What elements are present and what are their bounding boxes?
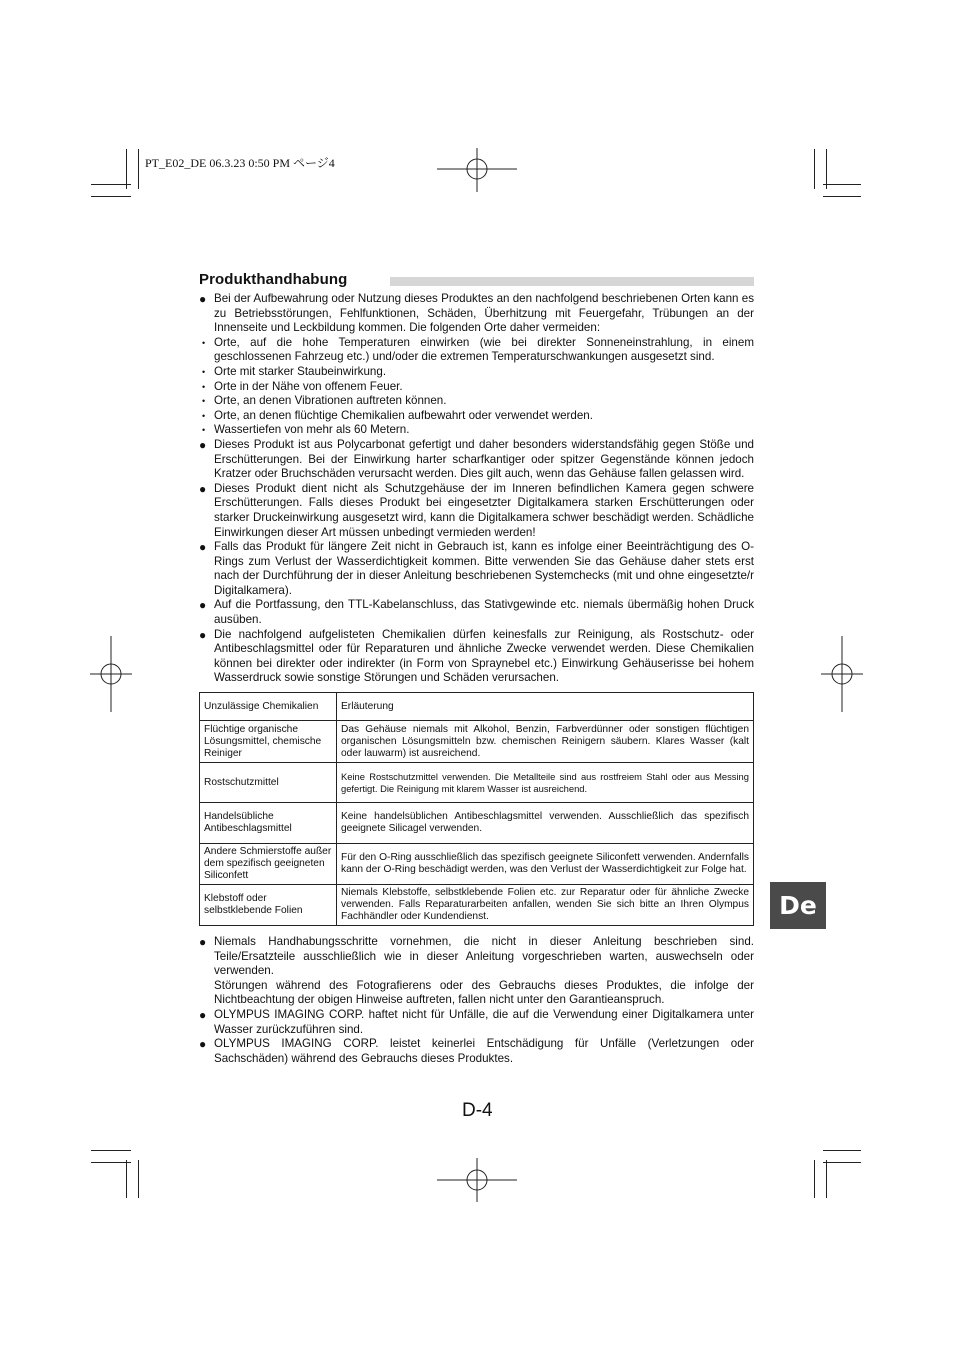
crop-mark <box>91 184 131 185</box>
crop-mark <box>138 1160 139 1198</box>
table-cell: Keine Rostschutzmittel verwenden. Die Metallteile sind aus rostfreiem Stahl oder aus Messing gefertigt. Die Reinigung mit klarem Wasser ist ausreichend. <box>337 763 754 803</box>
registration-mark-icon <box>437 148 517 192</box>
table-header: Erläuterung <box>337 693 754 721</box>
crop-mark <box>823 184 861 185</box>
crop-mark <box>826 1160 827 1198</box>
table-cell: Das Gehäuse niemals mit Alkohol, Benzin, Farbverdünner oder sonstigen flüchtigen organischen Lösungsmitteln bzw. chemischen Reinigern säubern. Klares Wasser (kalt oder lauwarm) ist ausreichend. <box>337 721 754 763</box>
list-item: ● Auf die Portfassung, den TTL-Kabelanschluss, das Stativgewinde etc. niemals übermäßig hohen Druck ausüben. <box>199 598 754 627</box>
crop-mark <box>814 149 815 189</box>
list-item: ● Dieses Produkt ist aus Polycarbonat gefertigt und daher besonders widerstandsfähig gegen Stöße und Erschütterungen. Bei der Einwirkung harter scharfkantiger oder spitzer Gegenstände können jedoch Kratzer oder Bruchschäden verursacht werden. Dies gilt auch, wenn das Gehäuse fallen gelassen wird. <box>199 437 754 481</box>
list-item: ● Dieses Produkt dient nicht als Schutzgehäuse der im Inneren befindlichen Kamera gegen schwere Erschütterungen. Falls dieses Produkt bei eingesetzter Digitalkamera starken Erschütterungen oder starker Druckeinwirkung ausgesetzt wird, kann die Digitalkamera schwer beschädigt werden. Schädliche Einwirkungen dieser Art müssen unbedingt vermieden werden! <box>199 481 754 539</box>
page-number: D-4 <box>462 1100 493 1121</box>
table-row <box>200 844 754 885</box>
list-item: • Orte, an denen flüchtige Chemikalien aufbewahrt oder verwendet werden. <box>202 408 593 422</box>
list-item-paragraph: Störungen während des Fotografierens oder des Gebrauchs dieses Produktes, die infolge der Nichtbeachtung der obigen Hinweise auftreten, fallen nicht unter den Garantieanspruch. <box>214 978 754 1007</box>
table-cell: Flüchtige organische Lösungsmittel, chemische Reiniger <box>200 721 337 763</box>
print-slug: PT_E02_DE 06.3.23 0:50 PM ページ4 <box>145 156 335 170</box>
list-item: • Orte in der Nähe von offenem Feuer. <box>202 379 403 393</box>
list-item: • Orte mit starker Staubeinwirkung. <box>202 364 387 378</box>
crop-mark <box>126 149 127 189</box>
crop-mark <box>91 1162 131 1163</box>
list-item: ● Die nachfolgend aufgelisteten Chemikalien dürfen keinesfalls zur Reinigung, als Rostschutz- oder Antibeschlagsmittel oder für Reparaturen und ähnliche Zwecke verwendet werden. Diese Chemikalien können bei direkter oder indirekter (in Form von Spraynebel etc.) Einwirkung Gehäuserisse bei hohem Wasserdruck sowie sonstige Störungen und Schäden verursachen. <box>199 627 754 685</box>
table-cell: Für den O-Ring ausschließlich das spezifisch geeignete Siliconfett verwenden. Andernfalls kann der O-Ring beschädigt werden, was den Verlust der Wasserdichtigkeit zur Folge hat. <box>337 844 754 885</box>
intro-list <box>199 292 754 686</box>
table-cell: Niemals Klebstoffe, selbstklebende Folien etc. zur Reparatur oder für ähnliche Zwecke verwenden. Falls Reparaturarbeiten anfallen, wenden Sie sich bitte an Ihren Olympus Fachhändler oder Kundendienst. <box>337 885 754 926</box>
table-cell: Klebstoff oder selbstklebende Folien <box>200 885 337 926</box>
registration-mark-icon <box>821 636 863 712</box>
crop-mark <box>814 1160 815 1198</box>
list-item: ● Niemals Handhabungsschritte vornehmen, die nicht in dieser Anleitung beschrieben sind. Teile/Ersatzteile ausschließlich wie in dieser Anleitung vorgeschrieben warten, auswechseln oder verwenden. <box>199 935 754 978</box>
table-cell: Andere Schmierstoffe außer dem spezifisch geeigneten Siliconfett <box>200 844 337 885</box>
registration-mark-icon <box>90 636 132 712</box>
crop-mark <box>91 196 131 197</box>
title-rule <box>390 277 754 286</box>
crop-mark <box>126 1160 127 1198</box>
crop-mark <box>826 149 827 189</box>
list-item: ● Bei der Aufbewahrung oder Nutzung dieses Produktes an den nachfolgend beschriebenen Orten kann es zu Betriebsstörungen, Fehlfunktionen, Schäden, Überhitzung mit Feuergefahr, Trübungen an der Innenseite und Leckbildung kommen. Die folgenden Orte daher vermeiden: <box>199 292 754 335</box>
list-item: • Wassertiefen von mehr als 60 Metern. <box>202 423 410 437</box>
list-item: ● OLYMPUS IMAGING CORP. leistet keinerlei Entschädigung für Unfälle (Verletzungen oder Sachschäden) während des Gebrauchs dieses Produktes. <box>199 1037 754 1065</box>
crop-mark <box>823 1150 861 1151</box>
table-row <box>200 803 754 844</box>
crop-mark <box>823 196 861 197</box>
list-item: ● Falls das Produkt für längere Zeit nicht in Gebrauch ist, kann es infolge einer Beeinträchtigung des O-Rings zum Verlust der Wasserdichtigkeit kommen. Bitte verwenden Sie das Gehäuse daher stets erst nach der Durchführung der in dieser Anleitung beschriebenen Systemchecks (mit und ohne eingesetzte/r Digitalkamera). <box>199 540 754 597</box>
list-item: • Orte, auf die hohe Temperaturen einwirken (wie bei direkter Sonneneinstrahlung, in einem geschlossenen Fahrzeug etc.) und/oder die extremen Temperaturschwankungen ausgesetzt sind. <box>202 335 754 364</box>
closing-list <box>199 935 754 1066</box>
section-title: Produkthandhabung <box>199 271 348 288</box>
table-header: Unzulässige Chemikalien <box>200 693 337 721</box>
table-header-row <box>200 693 754 721</box>
chemicals-table <box>199 692 754 926</box>
table-cell: Keine handelsüblichen Antibeschlagsmittel verwenden. Ausschließlich das spezifisch geeignete Silicagel verwenden. <box>337 803 754 844</box>
crop-mark <box>823 1162 861 1163</box>
crop-mark <box>138 149 139 189</box>
table-row <box>200 885 754 926</box>
table-row <box>200 763 754 803</box>
registration-mark-icon <box>437 1158 517 1202</box>
list-item: • Orte, an denen Vibrationen auftreten können. <box>202 394 447 408</box>
crop-mark <box>91 1150 131 1151</box>
list-item: ● OLYMPUS IMAGING CORP. haftet nicht für Unfälle, die auf die Verwendung einer Digitalkamera unter Wasser zurückzuführen sind. <box>199 1007 754 1036</box>
table-cell: Rostschutzmittel <box>200 763 337 803</box>
table-row <box>200 721 754 763</box>
table-cell: Handelsübliche Antibeschlagsmittel <box>200 803 337 844</box>
language-tab: De <box>770 882 826 929</box>
